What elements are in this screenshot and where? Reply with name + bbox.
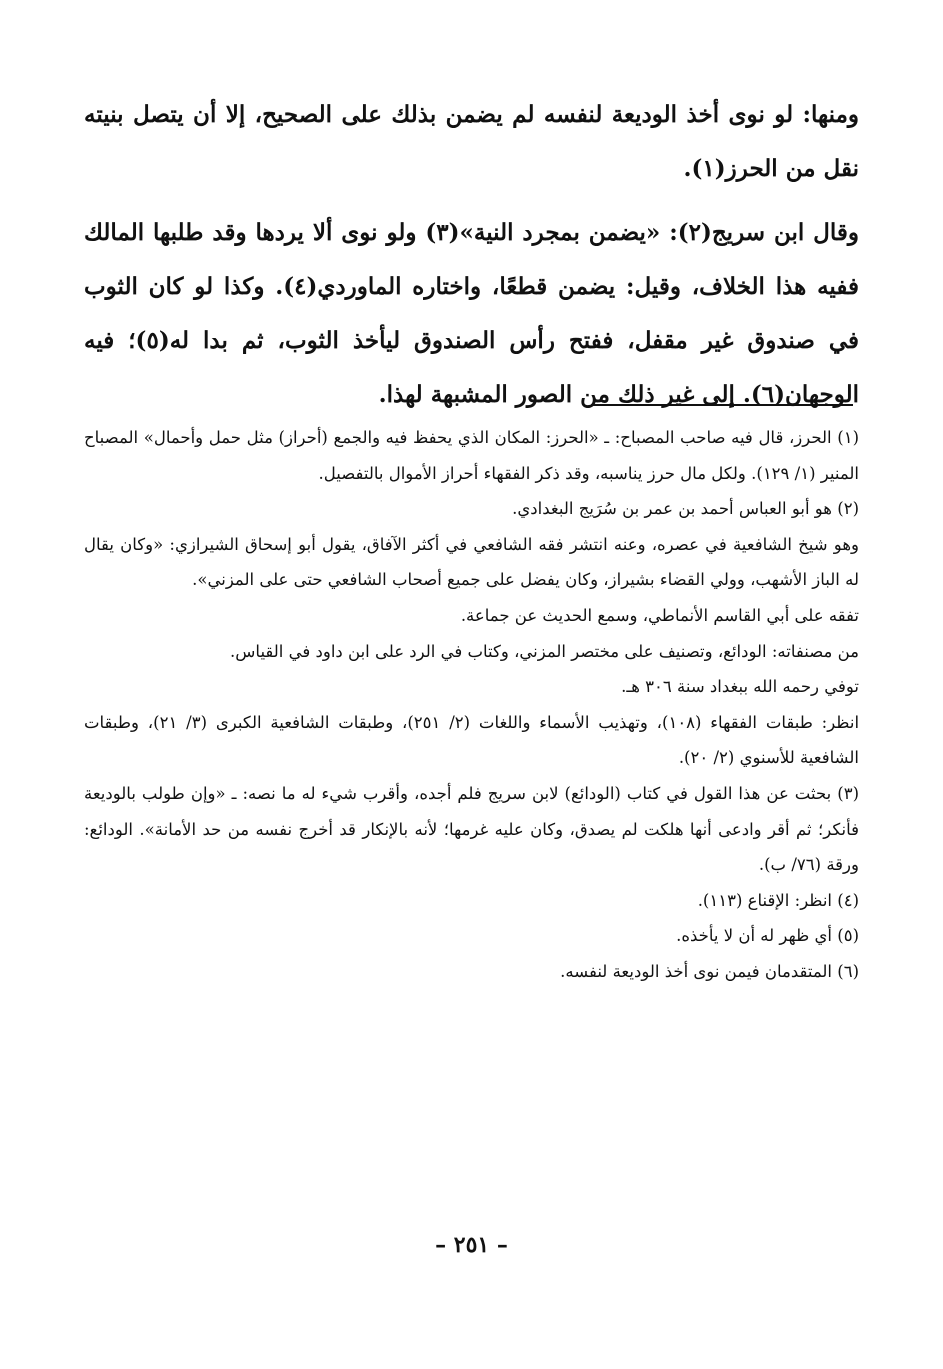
footnote-2-sources: انظر: طبقات الفقهاء (١٠٨)، وتهذيب الأسماء واللغات (٢/ ٢٥١)، وطبقات الشافعية الكبرى (٣/ ٢١)، وطبقات الشافعية للأسنوي (٢/ ٢٠). <box>84 712 860 768</box>
footnote-3: (٣) بحثت عن هذا القول في كتاب (الودائع) لابن سريج فلم أجده، وأقرب شيء له ما نصه: ـ «وإن طولب بالوديعة فأنكر؛ ثم أقر وادعى أنها هلكت لم يصدق، وكان عليه غرمها؛ لأنه بالإنكار قد أخرج نفسه من حد الأمانة». الودائع: ورقة (٧٦/ ب). <box>84 783 859 875</box>
footnote-2-bio: وهو شيخ الشافعية في عصره، وعنه انتشر فقه الشافعي في أكثر الآفاق، يقول أبو إسحاق الشيرازي: «وكان يقال له الباز الأشهب، وولي القضاء بشيراز، وكان يفضل على جميع أصحاب الشافعي حتى على المزني». <box>84 534 859 590</box>
footnote-separator <box>591 404 853 406</box>
footnote-5: (٥) أي ظهر له أن لا يأخذه. <box>676 926 859 946</box>
footnotes <box>84 420 859 990</box>
paragraph: وقال ابن سريج(٢): «يضمن بمجرد النية»(٣) ولو نوى ألا يردها وقد طلبها المالك ففيه هذا الخلاف، وقيل: يضمن قطعًا، واختاره الماوردي(٤). وكذا لو كان الثوب في صندوق غير مقفل، ففتح رأس الصندوق ليأخذ الثوب، ثم بدا له(٥)؛ فيه الوجهان(٦). إلى غير ذلك من الصور المشبهة لهذا. <box>84 219 860 408</box>
footnote-1: (١) الحرز، قال فيه صاحب المصباح: ـ «الحرز: المكان الذي يحفظ فيه والجمع (أحراز) مثل حمل وأحمال» المصباح المنير (١/ ١٢٩). ولكل مال حرز يناسبه، وقد ذكر الفقهاء أحراز الأموال بالتفصيل. <box>84 428 859 483</box>
page-number: – ٢٥١ – <box>435 1232 508 1258</box>
footnote-2-death: توفي رحمه الله ببغداد سنة ٣٠٦ هـ. <box>621 677 859 697</box>
footnote-6: (٦) المتقدمان فيمن نوى أخذ الوديعة لنفسه. <box>560 961 859 981</box>
footnote-2-teachers: تفقه على أبي القاسم الأنماطي، وسمع الحديث عن جماعة. <box>460 605 859 625</box>
main-text <box>84 88 859 422</box>
paragraph: ومنها: لو نوى أخذ الوديعة لنفسه لم يضمن بذلك على الصحيح، إلا أن يتصل بنيته نقل من الحرز(١). <box>84 101 859 182</box>
footnote-4: (٤) انظر: الإقناع (١١٣). <box>697 890 859 910</box>
footnote-2-works: من مصنفاته: الودائع، وتصنيف على مختصر المزني، وكتاب في الرد على ابن داود في القياس. <box>230 641 859 661</box>
footnote-2: (٢) هو أبو العباس أحمد بن عمر بن سُرَيج البغدادي. <box>512 499 859 519</box>
